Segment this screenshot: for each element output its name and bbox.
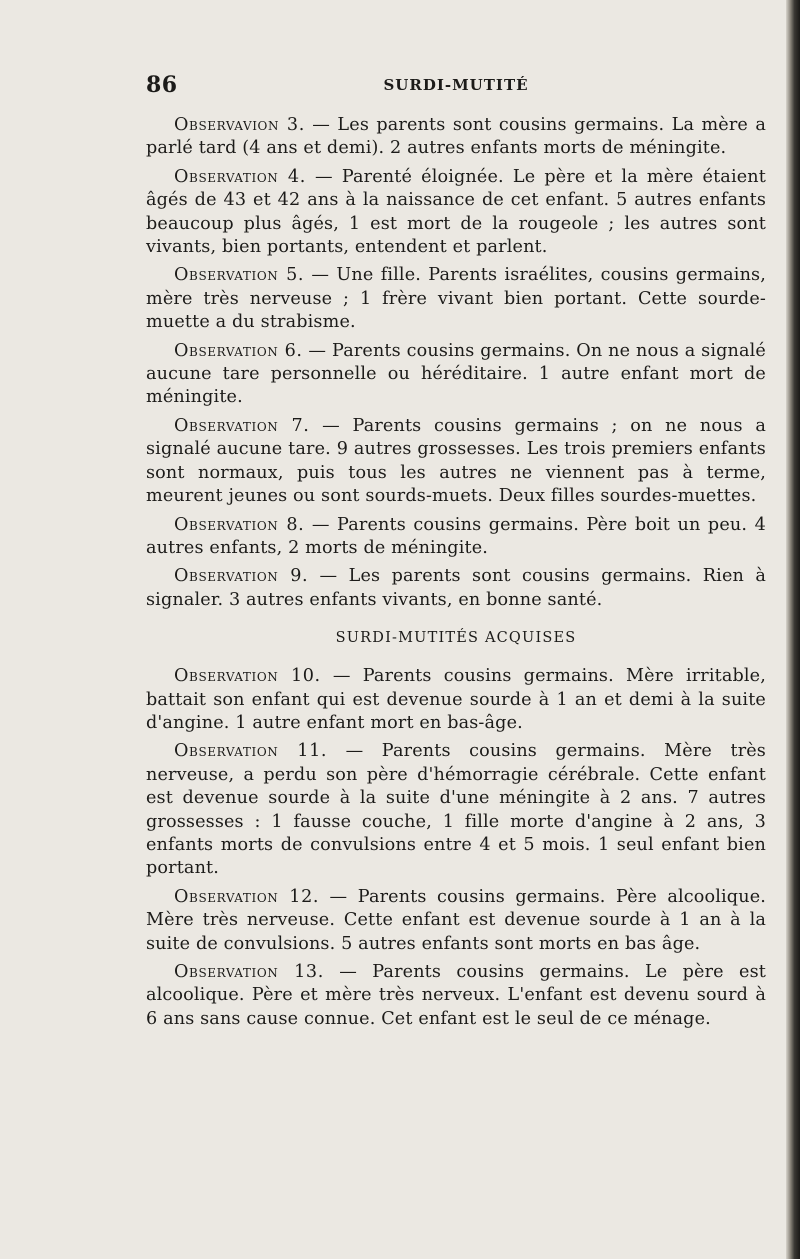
observation-4 (146, 166, 766, 260)
observation-label: Observation 11. (174, 741, 328, 762)
observation-label: Observation 6. (174, 340, 303, 361)
observation-label: Observation 8. (174, 514, 305, 535)
observation-13 (146, 961, 766, 1031)
observation-label: Observation 4. (174, 166, 306, 187)
observation-text: — Parenté éloignée. Le père et la mère étaient âgés de 43 et 42 ans à la naissance de cet enfant. 5 autres enfants beaucoup plus âgés, 1 est mort de la rougeole ; les autres sont vivants, bien portants, entendent et parlent. (146, 166, 766, 258)
observation-text: — Parents cousins germains. Père alcoolique. Mère très nerveuse. Cette enfant est devenue sourde à 1 an à la suite de convulsions. 5 autres enfants sont morts en bas âge. (146, 886, 766, 954)
observation-3 (146, 114, 766, 161)
observation-label: Observation 9. (174, 566, 309, 587)
observation-text: — Parents cousins germains. Mère irritable, battait son enfant qui est devenue sourde à 1 an et demi à la suite d'angine. 1 autre enfant mort en bas-âge. (146, 666, 766, 733)
observation-8 (146, 514, 766, 561)
observation-5 (146, 264, 766, 334)
observation-9 (146, 565, 766, 612)
page-body (146, 114, 766, 1036)
observation-text: — Une fille. Parents israélites, cousins germains, mère très nerveuse ; 1 frère vivant bien portant. Cette sourde-muette a du strabisme. (146, 265, 766, 333)
observation-11 (146, 740, 766, 880)
observation-text: — Les parents sont cousins germains. Rien à signaler. 3 autres enfants vivants, en bonne santé. (146, 566, 766, 610)
observation-text: — Parents cousins germains. Mère très nerveuse, a perdu son père d'hémorragie cérébrale. Cette enfant est devenue sourde à la suite d'une méningite à 2 ans. 7 autres grossesses : 1 fausse couche, 1 fille morte d'angine à 2 ans, 3 enfants morts de convulsions entre 4 et 5 mois. 1 seul enfant bien portant. (146, 741, 766, 879)
observation-label: Observation 12. (174, 886, 320, 907)
observation-text: — Parents cousins germains. Le père est alcoolique. Père et mère très nerveux. L'enfant est devenu sourd à 6 ans sans cause connue. Cet enfant est le seul de ce ménage. (146, 962, 766, 1029)
observation-text: — Parents cousins germains ; on ne nous a signalé aucune tare. 9 autres grossesses. Les trois premiers enfants sont normaux, puis tous les autres ne viennent pas à terme, meurent jeunes ou sont sourds-muets. Deux filles sourdes-muettes. (146, 415, 767, 507)
running-title: SURDI-MUTITÉ (383, 76, 529, 94)
observation-text: — Parents cousins germains. On ne nous a signalé aucune tare personnelle ou héréditaire. 1 autre enfant mort de méningite. (146, 340, 766, 408)
page-header (146, 72, 766, 102)
observation-label: Observavion 3. (174, 115, 305, 135)
page-number: 86 (146, 72, 178, 98)
page-binding-edge (786, 0, 800, 1259)
observation-text: — Parents cousins germains. Père boit un peu. 4 autres enfants, 2 morts de méningite. (146, 514, 766, 558)
observation-label: Observation 5. (174, 265, 305, 286)
observation-10 (146, 665, 766, 735)
observation-6 (146, 340, 766, 410)
observation-label: Observation 10. (174, 666, 321, 687)
observation-text: — Les parents sont cousins germains. La mère a parlé tard (4 ans et demi). 2 autres enfants morts de méningite. (146, 115, 766, 159)
observation-label: Observation 13. (174, 962, 324, 982)
section-heading: SURDI-MUTITÉS ACQUISES (335, 630, 577, 647)
observation-12 (146, 886, 766, 956)
observation-label: Observation 7. (174, 415, 310, 436)
observation-7 (146, 415, 766, 509)
